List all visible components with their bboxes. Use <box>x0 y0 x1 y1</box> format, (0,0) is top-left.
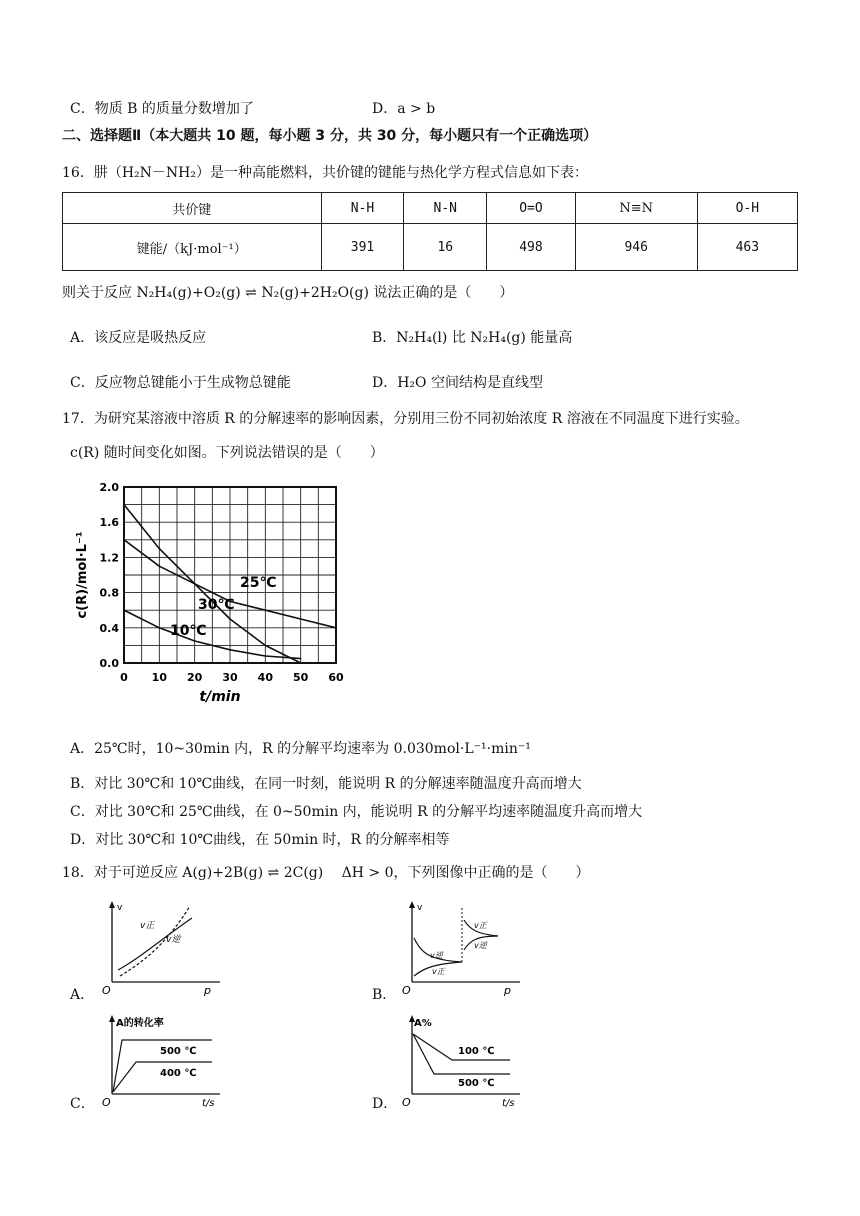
x-tick-label: 40 <box>257 671 273 684</box>
table-header-cell: 共价键 <box>63 193 322 224</box>
y-tick-label: 0.8 <box>99 586 119 600</box>
section-heading: 二、选择题Ⅱ（本大题共 10 题，每小题 3 分，共 30 分，每小题只有一个正确选项） <box>62 128 598 144</box>
data-point <box>123 504 125 506</box>
data-point <box>335 627 337 629</box>
graph-d-curve-label: 100 ℃ <box>458 1046 495 1057</box>
series-label: 30℃ <box>198 597 235 613</box>
table-header-cell: N-N <box>404 193 487 224</box>
table-cell: 498 <box>487 224 576 271</box>
x-tick-label: 50 <box>293 671 309 684</box>
data-point <box>123 609 125 611</box>
table-cell: 463 <box>697 224 797 271</box>
q17-stem-line1: 17．为研究某溶液中溶质 R 的分解速率的影响因素，分别用三份不同初始浓度 R 溶液在不同温度下进行实验。 <box>62 411 749 427</box>
data-point <box>265 609 267 611</box>
data-point <box>123 539 125 541</box>
x-tick-label: 30 <box>222 671 238 684</box>
graph-a-curve-label: v逆 <box>166 935 181 945</box>
y-tick-label: 0.4 <box>99 621 119 635</box>
y-tick-label: 2.0 <box>99 481 119 494</box>
graph-a-y-axis: v <box>117 903 123 913</box>
q18-stem: 18．对于可逆反应 A(g)+2B(g) ⇌ 2C(g) ΔH > 0，下列图像中正确的是（ ） <box>62 865 590 881</box>
x-axis-label: t/min <box>199 689 241 705</box>
graph-a-curve-label: v正 <box>140 921 155 931</box>
q16-question: 则关于反应 N₂H₄(g)+O₂(g) ⇌ N₂(g)+2H₂O(g) 说法正确的是（ ） <box>62 285 514 301</box>
graph-d <box>402 1010 532 1110</box>
q16-option-a: A．该反应是吸热反应 <box>70 330 207 346</box>
q18-label-b: B． <box>372 987 397 1003</box>
bond-energy-table <box>62 192 798 271</box>
graph-b-origin: O <box>402 984 411 997</box>
table-cell: 16 <box>404 224 487 271</box>
y-tick-label: 1.6 <box>99 516 119 530</box>
table-header-cell: N≡N <box>575 193 697 224</box>
x-tick-label: 20 <box>187 671 203 684</box>
concentration-time-chart <box>72 475 372 715</box>
data-point <box>229 618 231 620</box>
q16-option-b: B．N₂H₄(l) 比 N₂H₄(g) 能量高 <box>372 330 573 346</box>
q18-label-a: A． <box>70 987 95 1003</box>
graph-c-curve-label: 500 ℃ <box>160 1046 197 1057</box>
graph-b-x-axis: p <box>504 984 511 997</box>
data-point <box>265 655 267 657</box>
q18-label-c: C． <box>70 1096 95 1112</box>
table-header-cell: O-H <box>697 193 797 224</box>
q16-option-d: D．H₂O 空间结构是直线型 <box>372 375 543 391</box>
y-axis-label: c(R)/mol·L⁻¹ <box>75 531 90 619</box>
data-point <box>194 640 196 642</box>
graph-a <box>100 898 230 998</box>
graph-a-origin: O <box>102 984 111 997</box>
series-label: 10℃ <box>170 623 207 639</box>
x-tick-label: 10 <box>151 671 167 684</box>
table-header-cell: N-H <box>321 193 404 224</box>
graph-c <box>100 1010 230 1110</box>
prev-option-d: D．a > b <box>372 101 436 117</box>
data-point <box>229 649 231 651</box>
graph-a-x-axis: p <box>204 984 211 997</box>
q17-option-a: A．25℃时，10~30min 内，R 的分解平均速率为 0.030mol·L⁻¹·min⁻¹ <box>70 741 531 757</box>
graph-b-curve-label: v逆 <box>474 941 487 950</box>
q17-option-c: C．对比 30℃和 25℃曲线，在 0~50min 内，能说明 R 的分解平均速率随温度升高而增大 <box>70 804 643 820</box>
prev-option-c: C．物质 B 的质量分数增加了 <box>70 101 254 117</box>
data-point <box>194 583 196 585</box>
data-point <box>300 618 302 620</box>
series-label: 25℃ <box>240 575 277 591</box>
q18-label-d: D． <box>372 1096 398 1112</box>
graph-d-curve-label: 500 ℃ <box>458 1078 495 1089</box>
graph-d-origin: O <box>402 1096 411 1109</box>
data-point <box>300 658 302 660</box>
table-cell: 391 <box>321 224 404 271</box>
q16-stem: 16．肼（H₂N－NH₂）是一种高能燃料，共价键的键能与热化学方程式信息如下表： <box>62 165 588 181</box>
graph-b-curve-label: v正 <box>432 967 445 976</box>
data-point <box>159 548 161 550</box>
table-header-cell: O=O <box>487 193 576 224</box>
y-tick-label: 0.0 <box>99 657 119 670</box>
x-tick-label: 0 <box>120 671 128 684</box>
table-cell: 946 <box>575 224 697 271</box>
q17-option-d: D．对比 30℃和 10℃曲线，在 50min 时，R 的分解率相等 <box>70 832 450 848</box>
q16-option-c: C．反应物总键能小于生成物总键能 <box>70 375 291 391</box>
graph-b <box>402 898 532 998</box>
graph-d-x-axis: t/s <box>502 1098 515 1109</box>
graph-b-y-axis: v <box>417 903 423 913</box>
data-point <box>300 662 302 664</box>
x-tick-label: 60 <box>328 671 344 684</box>
graph-c-curve-label: 400 ℃ <box>160 1068 197 1079</box>
data-point <box>159 627 161 629</box>
q17-option-b: B．对比 30℃和 10℃曲线，在同一时刻，能说明 R 的分解速率随温度升高而增大 <box>70 776 582 792</box>
data-point <box>159 565 161 567</box>
graph-c-x-axis: t/s <box>202 1098 215 1109</box>
data-point <box>265 645 267 647</box>
graph-c-y-axis: A的转化率 <box>116 1018 164 1029</box>
q17-stem-line2: c(R) 随时间变化如图。下列说法错误的是（ ） <box>70 445 384 461</box>
graph-b-curve-label: v逆 <box>430 951 443 960</box>
y-tick-label: 1.2 <box>99 551 119 565</box>
graph-d-y-axis: A% <box>414 1018 432 1029</box>
graph-b-curve-label: v正 <box>474 921 487 930</box>
graph-c-origin: O <box>102 1096 111 1109</box>
table-row-label: 键能/（kJ·mol⁻¹） <box>63 224 322 271</box>
